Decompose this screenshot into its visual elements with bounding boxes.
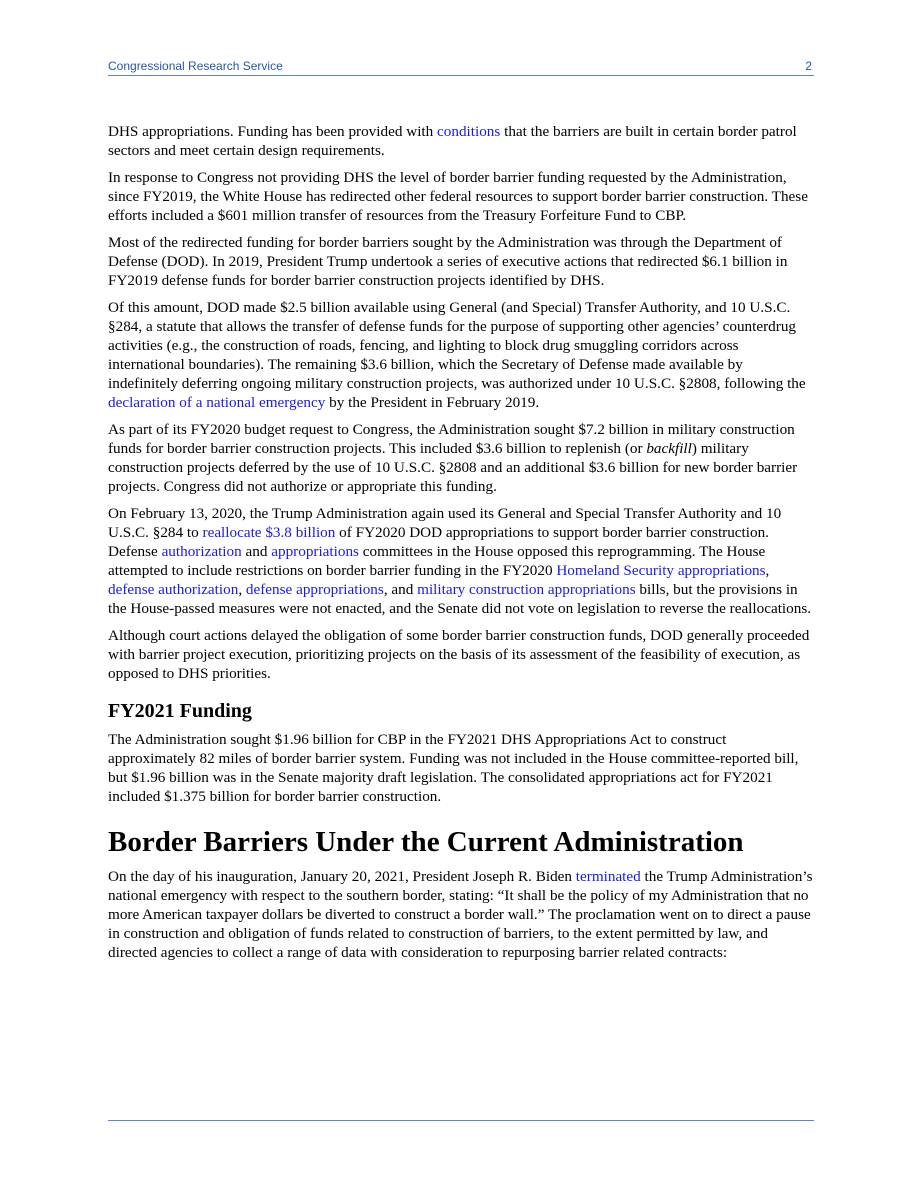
text-run: Of this amount, DOD made $2.5 billion available using General (and Special) Transfer Authority, and 10 U.S.C. §284, a statute that allows the transfer of defense funds for the purpose of supporting other agencies’ counterdrug activities (e.g., the construction of roads, fencing, and lighting to block drug smuggling corridors across international boundaries). The remaining $3.6 billion, which the Secretary of Defense made available by indefinitely deferring ongoing military construction projects, was authorized under 10 U.S.C. §2808, following the: [108, 299, 806, 392]
footer-rule: [108, 1120, 814, 1121]
paragraph-transfer-authority: [108, 298, 814, 412]
text-run: by the President in February 2019.: [325, 394, 540, 411]
text-run: , and: [383, 581, 418, 598]
header-page-number: 2: [805, 59, 812, 73]
paragraph-biden-proclamation: [108, 867, 814, 962]
text-run: ,: [238, 581, 246, 598]
paragraph-dod-funding: Most of the redirected funding for border barriers sought by the Administration was through the Department of Defense (DOD). In 2019, President Trump undertook a series of executive actions that redirected $6.1 billion in FY2019 defense funds for border barrier construction projects identified by DHS.: [108, 234, 788, 289]
link-conditions[interactable]: conditions: [437, 123, 501, 140]
link-reallocate[interactable]: reallocate $3.8 billion: [202, 524, 336, 541]
text-run: As part of its FY2020 budget request to Congress, the Administration sought $7.2 billion in military construction funds for border barrier construction projects. This included $3.6 billion to replenish (or: [108, 421, 795, 457]
paragraph-reallocation: [108, 504, 814, 618]
link-military-construction-appropriations[interactable]: military construction appropriations: [417, 581, 636, 598]
text-run: On the day of his inauguration, January 20, 2021, President Joseph R. Biden: [108, 868, 576, 885]
paragraph-court-actions: Although court actions delayed the obligation of some border barrier construction funds, DOD generally proceeded with barrier project execution, prioritizing projects on the basis of its assessment of the feasibility of execution, as opposed to DHS priorities.: [108, 627, 810, 682]
heading-current-administration: Border Barriers Under the Current Administration: [108, 826, 744, 858]
link-defense-authorization[interactable]: defense authorization: [108, 581, 239, 598]
text-run: bills, but the provisions in the House-passed measures were not enacted, and the Senate did not vote on legislation to reverse the reallocations.: [108, 581, 812, 617]
paragraph-fy2021: The Administration sought $1.96 billion for CBP in the FY2021 DHS Appropriations Act to construct approximately 82 miles of border barrier system. Funding was not included in the House committee-reported bill, but $1.96 billion was in the Senate majority draft legislation. The consolidated appropriations act for FY2021 included $1.375 billion for border barrier construction.: [108, 731, 799, 805]
link-appropriations[interactable]: appropriations: [271, 543, 359, 560]
paragraph-redirected-resources: In response to Congress not providing DHS the level of border barrier funding requested by the Administration, since FY2019, the White House has redirected other federal resources to support border barrier construction. These efforts included a $601 million transfer of resources from the Treasury Forfeiture Fund to CBP.: [108, 169, 808, 224]
text-run: of FY2020 DOD appropriations to support border barrier construction. Defense: [108, 524, 769, 560]
link-national-emergency[interactable]: declaration of a national emergency: [108, 394, 326, 411]
text-run: On February 13, 2020, the Trump Administration again used its General and Special Transfer Authority and 10 U.S.C. §284 to: [108, 505, 782, 541]
document-body: [108, 122, 814, 970]
link-terminated[interactable]: terminated: [575, 868, 641, 885]
text-run: ,: [765, 562, 770, 579]
heading-fy2021-funding: FY2021 Funding: [108, 700, 252, 722]
header-organization: Congressional Research Service: [108, 59, 283, 73]
link-homeland-security-appropriations[interactable]: Homeland Security appropriations: [556, 562, 766, 579]
text-run: that the barriers are built in certain border patrol sectors and meet certain design requirements.: [108, 123, 797, 159]
link-defense-appropriations[interactable]: defense appropriations: [245, 581, 384, 598]
link-authorization[interactable]: authorization: [161, 543, 242, 560]
text-run: committees in the House opposed this reprogramming. The House attempted to include restrictions on border barrier funding in the FY2020: [108, 543, 766, 579]
page-header: [108, 58, 814, 76]
text-run: ) military construction projects deferred by the use of 10 U.S.C. §2808 and an additional $3.6 billion for new border barrier projects. Congress did not authorize or appropriate this funding.: [108, 440, 798, 495]
text-run: DHS appropriations. Funding has been provided with: [108, 123, 438, 140]
text-run: the Trump Administration’s national emergency with respect to the southern border, stating: “It shall be the policy of my Administration that no more American taxpayer dollars be diverted to construct a border wall.” The proclamation went on to direct a pause in construction and obligation of funds related to construction of barriers, to the extent permitted by law, and directed agencies to collect a range of data with consideration to repurposing barrier related contracts:: [108, 868, 813, 961]
paragraph-fy2020-request: [108, 420, 814, 496]
text-run: and: [241, 543, 272, 560]
paragraph-dhs-appropriations: [108, 122, 814, 160]
emphasis-backfill: backfill: [646, 440, 692, 457]
